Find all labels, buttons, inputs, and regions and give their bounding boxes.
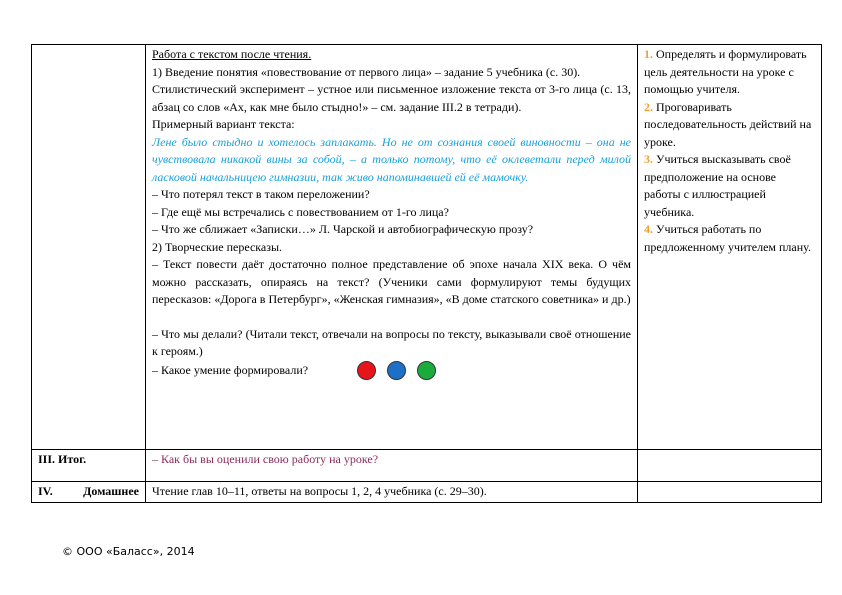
question: – Какое умение формировали? [152, 362, 309, 377]
paragraph: – Текст повести даёт достаточно полное представление об эпохе начала XIX века. О чём можно рассказать, опираясь на текст? (Ученики сами формулируют темы будущих пересказов: «Дорога в Петербург», «Женская гимназия», «В доме статского советника» и др.) [152, 257, 631, 306]
sample-text: Лене было стыдно и хотелось заплакать. Но не от сознания своей виновности – она не чувствовала никакой вины за собой, – а только потому, что её оклеветали перед милой ласковой начальницею гимназии, так живо напоминавшей ей её мамочку. [152, 134, 631, 184]
lesson-plan-table [31, 44, 822, 503]
goal-text: Учиться высказывать своё предположение на основе работы с иллюстрацией учебника. [644, 152, 791, 219]
stage-label: Итог. [58, 452, 87, 466]
goal-number: 1. [644, 47, 653, 61]
goals-cell-empty [638, 450, 822, 482]
content-cell [146, 482, 638, 503]
goals-cell [638, 45, 822, 450]
goal-item [644, 99, 815, 152]
question: – Что же сближает «Записки…» Л. Чарской и автобиографическую прозу? [152, 222, 534, 236]
table-row [32, 45, 822, 450]
stage-cell [32, 450, 146, 482]
content-cell [146, 45, 638, 450]
goal-text: Учиться работать по предложенному учителем плану. [644, 222, 811, 254]
table-row [32, 450, 822, 482]
paragraph: Стилистический эксперимент – устное или письменное изложение текста от 3-го лица (с. 13, абзац со слов «Ах, как мне было стыдно!» – см. задание III.2 в тетради). [152, 82, 631, 114]
goal-item [644, 221, 815, 256]
paragraph: 1) Введение понятия «повествование от первого лица» – задание 5 учебника (с. 30). [152, 64, 581, 79]
goal-number: 3. [644, 152, 653, 166]
goal-text: Проговаривать последовательность действий на уроке. [644, 99, 812, 149]
color-markers [357, 361, 436, 380]
section-heading: Работа с текстом после чтения. [152, 47, 312, 61]
red-circle-icon [357, 361, 376, 380]
homework-task: Чтение глав 10–11, ответы на вопросы 1, 2, 4 учебника (с. 29–30). [152, 484, 487, 498]
copyright-footer: © ООО «Баласс», 2014 [62, 545, 195, 558]
question: – Что потерял текст в таком переложении? [152, 187, 370, 201]
paragraph: 2) Творческие пересказы. [152, 239, 283, 254]
paragraph: – Что мы делали? (Читали текст, отвечали на вопросы по тексту, выказывали своё отношение к героям.) [152, 326, 631, 358]
goal-item [644, 151, 815, 221]
table-row [32, 482, 822, 503]
question: – Где ещё мы встречались с повествованием от 1-го лица? [152, 204, 449, 219]
paragraph: Примерный вариант текста: [152, 117, 295, 131]
goal-text: Определять и формулировать цель деятельности на уроке с помощью учителя. [644, 47, 807, 96]
green-circle-icon [417, 361, 436, 380]
goal-number: 4. [644, 222, 653, 236]
content-cell [146, 450, 638, 482]
goal-item [644, 46, 815, 99]
stage-label: Домашнее [83, 484, 139, 498]
reflection-question: – Как бы вы оценили свою работу на уроке? [152, 452, 379, 466]
stage-number: III. [38, 452, 56, 466]
stage-cell [32, 482, 146, 503]
goals-cell-empty [638, 482, 822, 503]
blue-circle-icon [387, 361, 406, 380]
stage-number: IV. [38, 484, 53, 498]
stage-cell-empty [32, 45, 146, 450]
question-with-markers [152, 361, 631, 380]
goal-number: 2. [644, 99, 653, 114]
